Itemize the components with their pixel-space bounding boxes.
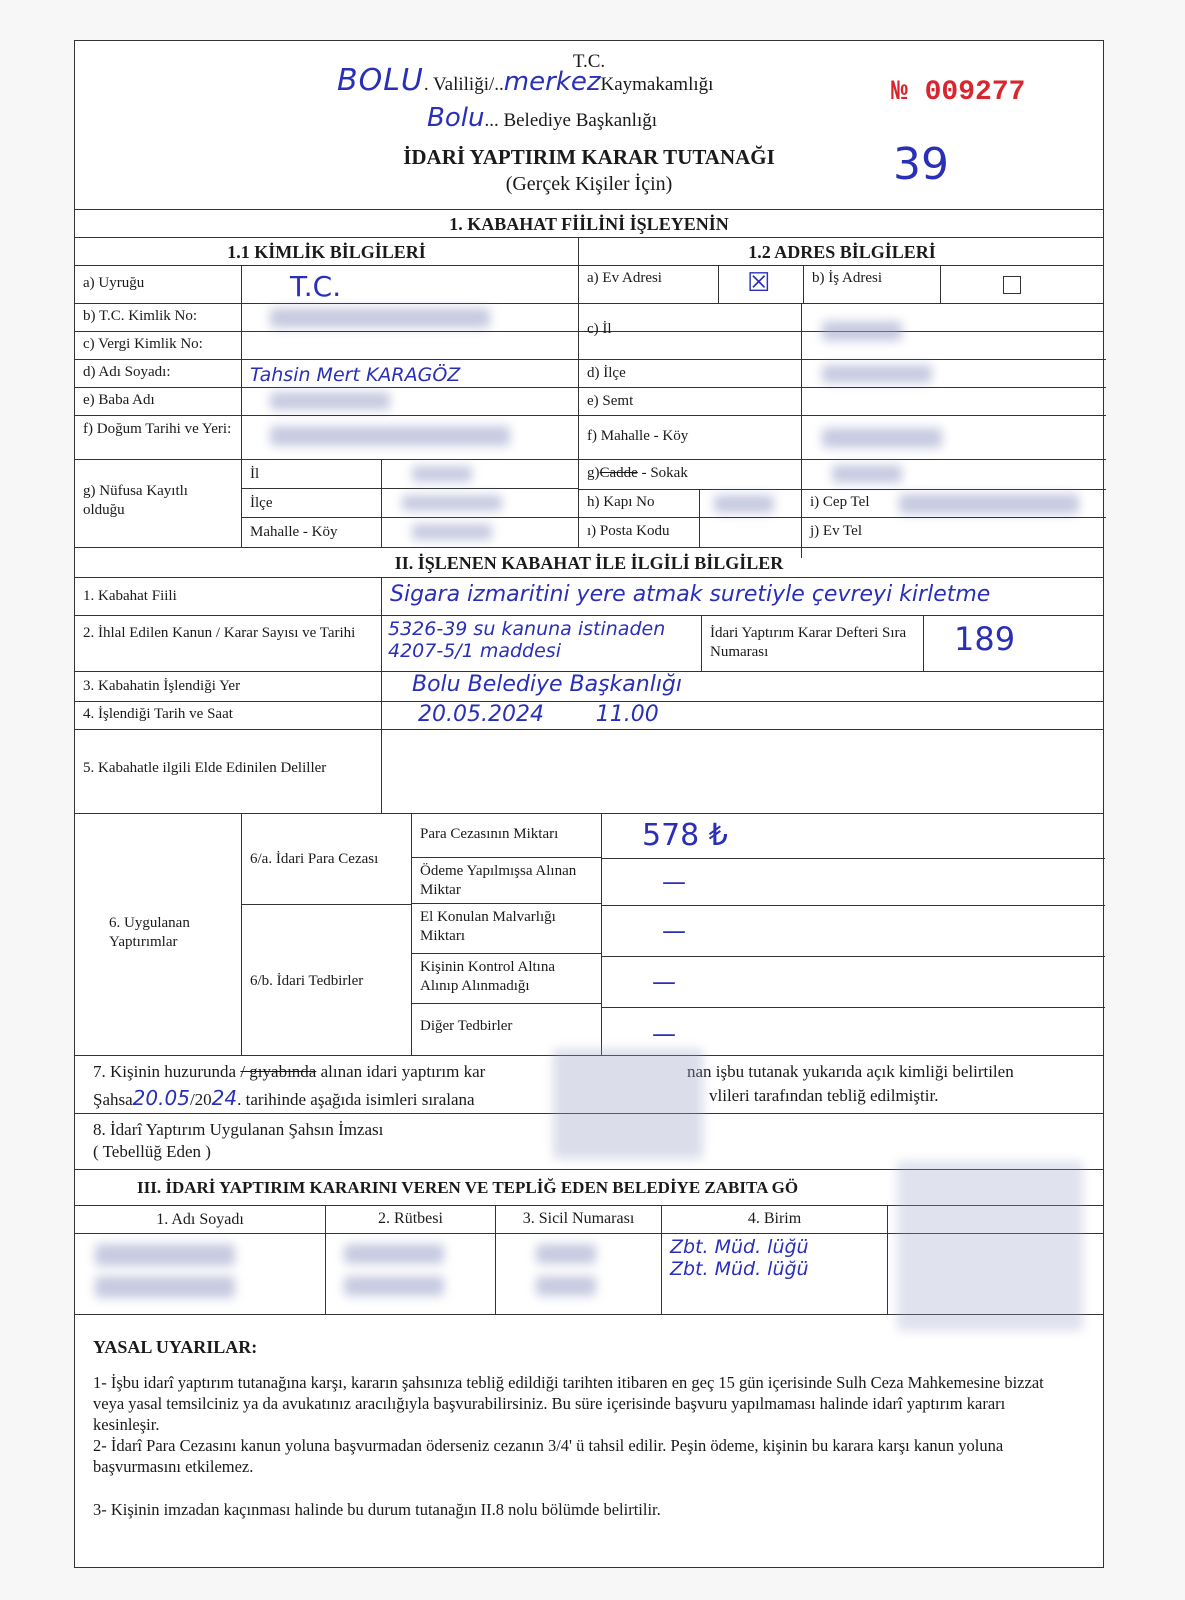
nufus-ilce-redacted — [402, 495, 502, 511]
kanun-label: 2. İhlal Edilen Kanun / Karar Sayısı ve Tarihi — [83, 625, 356, 641]
uyrugu-cell — [241, 266, 578, 303]
nufus-label: g) Nüfusa Kayıtlı olduğu — [83, 483, 188, 518]
malvarligi-value-cell — [602, 906, 1105, 957]
deliller-label: 5. Kabahatle ilgili Elde Edinilen Deliller — [83, 760, 327, 776]
item7-year-hand: 24 — [211, 1086, 238, 1110]
row-tarih — [75, 701, 1103, 729]
odeme-value-cell — [602, 859, 1105, 906]
tarih-label: 4. İşlendiği Tarih ve Saat — [83, 706, 233, 722]
section3-title: III. İDARİ YAPTIRIM KARARINI VEREN VE TEPLİĞ EDEN BELEDİYE ZABITA GÖ — [137, 1178, 799, 1197]
section1-title-text: 1. KABAHAT FİİLİNİ İŞLEYENİN — [449, 214, 729, 234]
nufus-ilce-label: İlçe — [242, 489, 381, 518]
redaction-blur-center — [553, 1049, 703, 1159]
item7-line2 — [93, 1086, 475, 1110]
item7-year-pre: /20 — [189, 1090, 212, 1109]
fiil-value: Sigara izmaritini yere atmak suretiyle çevreyi kirletme — [390, 582, 991, 607]
warning-3: 3- Kişinin imzadan kaçınması halinde bu durum tutanağın II.8 nolu bölümde belirtilir. — [93, 1500, 661, 1519]
officer-name-1-redacted — [95, 1244, 235, 1266]
address-title: 1.2 ADRES BİLGİLERİ — [578, 238, 1105, 265]
officer-sicil-1-redacted — [536, 1244, 596, 1264]
nufus-values — [381, 460, 578, 547]
governorate-line — [337, 63, 713, 98]
nufus-il-redacted — [412, 466, 472, 482]
adi-label: d) Adı Soyadı: — [83, 364, 171, 380]
addr-il-redacted — [822, 321, 902, 341]
kontrol-dash: — — [652, 968, 676, 996]
nufus-mahalle-label: Mahalle - Köy — [250, 524, 338, 540]
addr-kapi-row — [579, 489, 1106, 518]
col-adi: 1. Adı Soyadı — [156, 1211, 244, 1228]
col-rutbe: 2. Rütbesi — [325, 1206, 495, 1233]
municipality-handwritten: Bolu — [427, 103, 485, 133]
tarih-value: 20.05.2024 — [418, 702, 544, 727]
addr-evtel-label: j) Ev Tel — [801, 518, 938, 558]
tc-value-cell — [241, 304, 578, 331]
item8-b: ( Tebellüğ Eden ) — [93, 1142, 211, 1161]
row-kanun — [75, 615, 1103, 671]
is-adresi-checkbox-cell — [940, 266, 1105, 303]
section1-subtitles — [75, 237, 1103, 265]
sanction-values — [601, 814, 1105, 1055]
dogum-label: f) Doğum Tarihi ve Yeri: — [83, 421, 232, 437]
sanctions-block — [75, 813, 1103, 1055]
addr-kapi-label: h) Kapı No — [587, 494, 655, 510]
kontrol-label: Kişinin Kontrol Altına Alınıp Alınmadığı — [412, 954, 601, 1004]
yer-value: Bolu Belediye Başkanlığı — [412, 672, 683, 697]
identity-title: 1.1 KİMLİK BİLGİLERİ — [227, 242, 426, 262]
handwritten-number: 39 — [893, 139, 949, 190]
saat-value: 11.00 — [595, 702, 659, 727]
serial-number — [891, 77, 1025, 108]
diger-dash: — — [652, 1020, 676, 1048]
yaptirim-label: 6. Uygulanan Yaptırımlar — [109, 915, 190, 950]
district-handwritten: merkez — [503, 67, 601, 97]
addr-mahalle-label: f) Mahalle - Köy — [587, 428, 689, 444]
fiil-value-cell — [381, 578, 1105, 615]
section1-title — [75, 209, 1103, 237]
officer-birim — [661, 1234, 887, 1314]
section2-title-row — [75, 547, 1103, 577]
item7-struck: / gıyabında — [240, 1062, 317, 1081]
item7-date-hand: 20.05 — [132, 1086, 190, 1110]
officer-sicil-2-redacted — [536, 1276, 596, 1296]
ev-adresi-label: a) Ev Adresi — [578, 266, 718, 303]
item7-d: . tarihinde aşağıda isimleri sıralana — [237, 1090, 475, 1109]
is-adresi-checkbox-icon[interactable] — [1003, 276, 1021, 294]
dogum-value-cell — [241, 416, 578, 459]
redaction-blur-signature — [897, 1161, 1083, 1331]
miktar-value: 578 ₺ — [642, 818, 728, 853]
identity-address-block — [75, 265, 1103, 547]
ev-adresi-checkbox-cell — [718, 266, 803, 303]
item7-line1-end: nan işbu tutanak yukarıda açık kimliği belirtilen — [687, 1062, 1014, 1081]
sanction-items — [411, 814, 601, 1055]
row-fiil — [75, 577, 1103, 615]
diger-label: Diğer Tedbirler — [420, 1018, 513, 1034]
addr-il-label: c) İl — [587, 321, 612, 337]
row-yer — [75, 671, 1103, 701]
kanun-value-1: 5326-39 su kanuna istinaden — [388, 618, 666, 640]
section2-title: II. İŞLENEN KABAHAT İLE İLGİLİ BİLGİLER — [394, 553, 784, 573]
sokak-label: - Sokak — [637, 465, 688, 481]
fiil-label: 1. Kabahat Fiili — [83, 588, 177, 604]
addr-ilce-redacted — [822, 365, 932, 383]
item8-a: 8. İdarî Yaptırım Uygulanan Şahsın İmzası — [93, 1120, 384, 1139]
addr-cep-label: i) Cep Tel — [801, 490, 898, 526]
vergi-value-cell — [241, 332, 578, 359]
para-cezasi-label: 6/a. İdari Para Cezası — [242, 814, 411, 905]
miktar-label: Para Cezasının Miktarı — [412, 814, 601, 858]
warning-1: 1- İşbu idarî yaptırım tutanağına karşı, kararın şahsınıza tebliğ edildiği tarihten itibaren en geç 15 gün içerisinde Sulh Ceza Mahkemesine bizzat veya yasal temsilciniz ya da avukatınız aracılığıyla başvurabilirsiniz. Bu süre içerisinde başvuru yapılmaması halinde idarî yaptırım kararı kesinleşir. — [93, 1373, 1044, 1434]
uyrugu-value: T.C. — [290, 270, 342, 303]
form-subtitle: (Gerçek Kişiler İçin) — [505, 173, 673, 195]
addr-cep-redacted — [899, 494, 1079, 514]
cadde-struck: Cadde — [599, 465, 638, 481]
warnings-title: YASAL UYARILAR: — [93, 1337, 258, 1357]
serial-value: 009277 — [924, 77, 1026, 108]
addr-kapi-redacted — [714, 495, 774, 513]
baba-value-cell — [241, 388, 578, 415]
row-uyrugu — [75, 265, 1103, 303]
tc-redacted — [270, 308, 490, 328]
item7-b: alınan idari yaptırım kar — [316, 1062, 486, 1081]
malvarligi-dash: — — [662, 917, 686, 945]
vergi-label: c) Vergi Kimlik No: — [83, 336, 203, 352]
belediye-label: ... Belediye Başkanlığı — [484, 110, 658, 131]
addr-ilce-row — [579, 359, 1106, 388]
kontrol-value-cell — [602, 957, 1105, 1008]
yer-value-cell — [381, 672, 1105, 701]
tc-label-text: b) T.C. Kimlik No: — [83, 308, 198, 324]
defter-value: 189 — [954, 620, 1016, 658]
item7-sahs: Şahsa — [93, 1090, 133, 1109]
addr-semt-label: e) Semt — [587, 393, 634, 409]
odeme-label: Ödeme Yapılmışsa Alınan Miktar — [412, 858, 601, 904]
deliller-value-cell — [381, 730, 1105, 813]
tc-label: T.C. — [572, 51, 606, 72]
uyrugu-label: a) Uyruğu — [83, 275, 145, 291]
addr-cadde-row — [579, 459, 1106, 490]
officer-name-2-redacted — [95, 1276, 235, 1298]
baba-redacted — [270, 392, 390, 410]
malvarligi-label: El Konulan Malvarlığı Miktarı — [412, 904, 601, 954]
addr-mahalle-row — [579, 415, 1106, 460]
addr-sokak-redacted — [832, 465, 902, 483]
cadde-prefix: g) — [587, 465, 600, 481]
addr-il-row — [579, 303, 1106, 359]
dogum-redacted — [270, 426, 510, 446]
nufus-sublabels — [241, 460, 381, 547]
form-title: İDARİ YAPTIRIM KARAR TUTANAĞI — [403, 145, 775, 169]
kanun-value-2: 4207-5/1 maddesi — [388, 640, 561, 662]
warning-2: 2- İdarî Para Cezasını kanun yoluna başvurmadan öderseniz cezanın 3/4' ü tahsil edilir. Peşin ödeme, kişinin bu karara karşı kanun yoluna başvurmasını etkilemez. — [93, 1436, 1004, 1476]
adi-value-cell — [241, 360, 578, 387]
tarih-value-cell — [381, 702, 1105, 729]
defter-value-cell — [923, 616, 1105, 671]
municipality-line — [427, 103, 657, 133]
kaymakamligi-label: Kaymakamlığı — [600, 74, 714, 95]
nufus-il-label: İl — [242, 460, 381, 489]
item7-line1 — [93, 1062, 485, 1082]
yer-label: 3. Kabahatin İşlendiği Yer — [83, 678, 241, 694]
officer-rank-1-redacted — [344, 1244, 444, 1264]
province-handwritten: BOLU — [337, 63, 424, 98]
addr-ilce-label: d) İlçe — [587, 365, 626, 381]
col-birim: 4. Birim — [661, 1206, 887, 1233]
serial-prefix: № — [891, 77, 908, 108]
odeme-dash: — — [662, 868, 686, 896]
header — [75, 41, 1103, 209]
officer-ranks — [325, 1234, 495, 1314]
ev-adresi-checkmark-icon: ☒ — [747, 268, 771, 298]
is-adresi-label: b) İş Adresi — [803, 266, 940, 303]
warnings-block — [93, 1337, 1073, 1520]
adi-value: Tahsin Mert KARAGÖZ — [250, 364, 461, 386]
addr-mahalle-redacted — [822, 428, 942, 448]
item7-a: 7. Kişinin huzurunda — [93, 1062, 237, 1081]
item7-line2-end: vlileri tarafından tebliğ edilmiştir. — [709, 1086, 939, 1105]
valiligi-label: . Valiliği/.. — [423, 74, 504, 95]
sanction-types — [241, 814, 411, 1055]
defter-label: İdari Yaptırım Karar Defteri Sıra Numarası — [701, 616, 923, 671]
addr-posta-row — [579, 517, 1106, 548]
kanun-value-cell — [381, 616, 701, 671]
addr-posta-label: ı) Posta Kodu — [587, 523, 670, 539]
row-deliller — [75, 729, 1103, 813]
officer-rank-2-redacted — [344, 1276, 444, 1296]
tedbirler-label: 6/b. İdari Tedbirler — [250, 973, 364, 989]
officer-names — [75, 1234, 325, 1314]
form-sheet — [74, 40, 1104, 1568]
addr-semt-row — [579, 387, 1106, 416]
nufus-mahalle-redacted — [412, 524, 492, 540]
addr-cadde-label — [587, 465, 688, 482]
baba-label: e) Baba Adı — [83, 392, 155, 408]
birim-value-1: Zbt. Müd. lüğü — [670, 1236, 809, 1258]
col-sicil: 3. Sicil Numarası — [495, 1206, 661, 1233]
miktar-value-cell — [602, 814, 1105, 859]
officer-sicil — [495, 1234, 661, 1314]
birim-value-2: Zbt. Müd. lüğü — [670, 1258, 809, 1280]
address-grid — [578, 303, 1106, 547]
